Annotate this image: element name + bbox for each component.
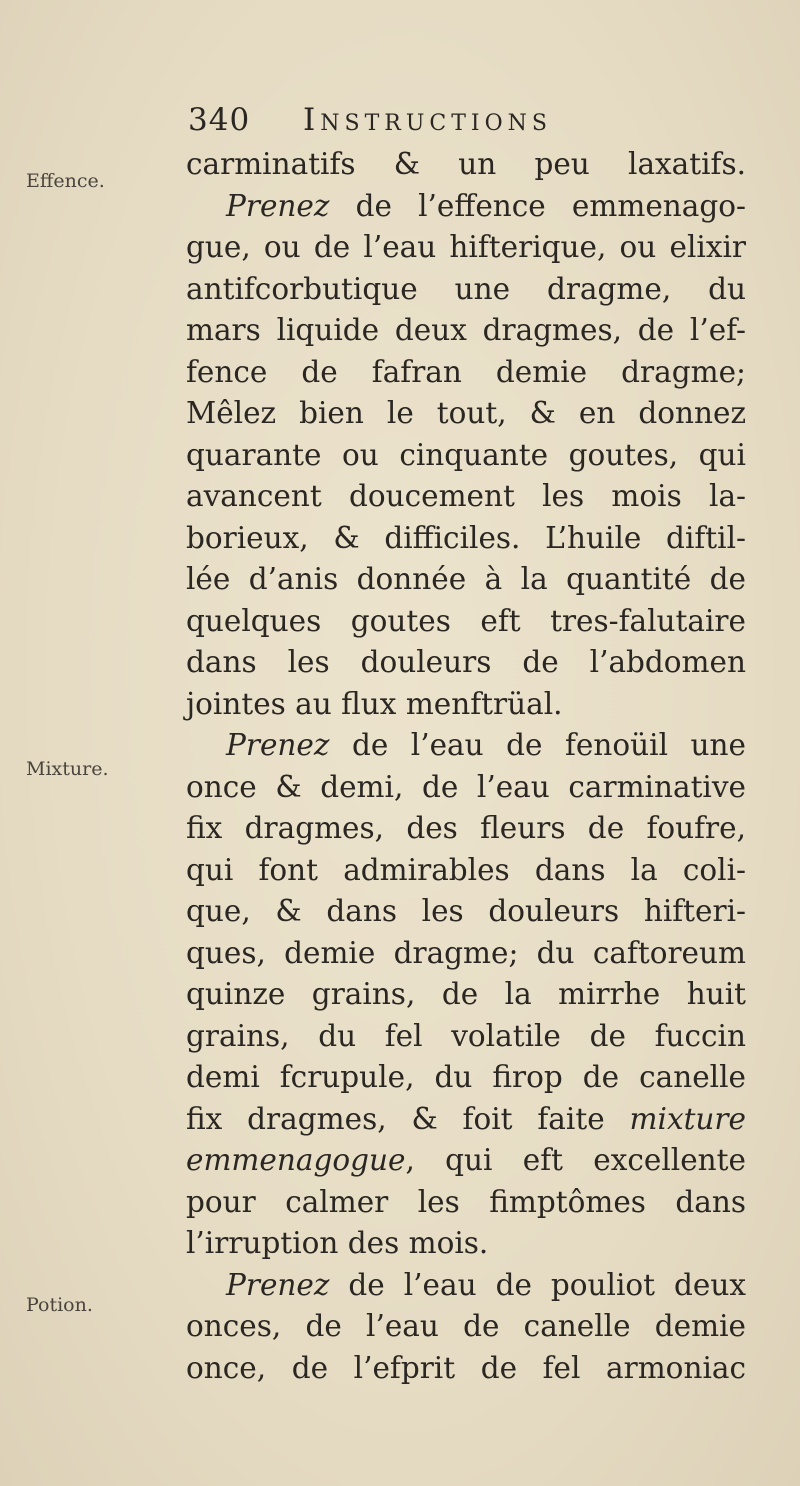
margin-note-essence: Effence.	[26, 170, 105, 192]
text-line: quelques goutes eft tres-falutaire	[186, 603, 746, 638]
text-line: onces, de l’eau de canelle demie	[186, 1309, 746, 1343]
text-line: fence de fafran demie dragme;	[186, 354, 746, 389]
italic-term: mixture	[629, 1101, 746, 1136]
body-text	[186, 144, 746, 1389]
text-line: pour calmer les fimptômes dans	[186, 1184, 746, 1219]
text-line: borieux, & difficiles. L’huile diftil-	[186, 520, 746, 555]
text-line: grains, du fel volatile de fuccin	[186, 1018, 746, 1053]
text-line: l’irruption des mois.	[186, 1226, 489, 1260]
text-line: gue, ou de l’eau hifterique, ou elixir	[186, 230, 746, 264]
text-line: once, de l’efprit de fel armoniac	[186, 1350, 746, 1385]
margin-note-potion: Potion.	[26, 1294, 93, 1316]
text-line: once & demi, de l’eau carminative	[186, 769, 746, 804]
margin-note-mixture: Mixture.	[26, 758, 109, 780]
page-header	[188, 102, 552, 138]
text-line: Prenez de l’eau de fenoüil une	[226, 728, 746, 762]
text-line: lée d’anis donnée à la quantité de	[186, 562, 746, 596]
prenez-word: Prenez	[226, 188, 330, 223]
text-line: ques, demie dragme; du caftoreum	[186, 935, 746, 970]
text-line: Prenez de l’eau de pouliot deux	[226, 1267, 746, 1302]
text-line: Mêlez bien le tout, & en donnez	[186, 396, 746, 430]
text-line: Prenez de l’effence emmenago-	[226, 188, 746, 223]
text-line: fix dragmes, & foit faite mixture	[186, 1101, 746, 1136]
text-line: dans les douleurs de l’abdomen	[186, 645, 746, 679]
text-line: demi fcrupule, du firop de canelle	[186, 1060, 746, 1094]
text-line: avancent doucement les mois la-	[186, 479, 746, 513]
page-number: 340	[188, 102, 251, 138]
italic-term: emmenagogue	[186, 1143, 406, 1177]
text-line: emmenagogue, qui eft excellente	[186, 1143, 746, 1177]
text-line: jointes au flux menftrüal.	[186, 686, 563, 721]
text-line: quarante ou cinquante goutes, qui	[186, 437, 746, 472]
text-line: antifcorbutique une dragme, du	[186, 271, 746, 306]
text-line: fix dragmes, des fleurs de foufre,	[186, 811, 746, 845]
text-line: mars liquide deux dragmes, de l’ef-	[186, 313, 746, 347]
running-title: Instructions	[303, 102, 552, 138]
text-line: que, & dans les douleurs hifteri-	[186, 894, 746, 928]
prenez-word: Prenez	[226, 728, 330, 762]
text-line: quinze grains, de la mirrhe huit	[186, 977, 746, 1011]
prenez-word: Prenez	[226, 1267, 330, 1302]
text-line: carminatifs & un peu laxatifs.	[186, 147, 746, 181]
text-line: qui font admirables dans la coli-	[186, 852, 746, 887]
